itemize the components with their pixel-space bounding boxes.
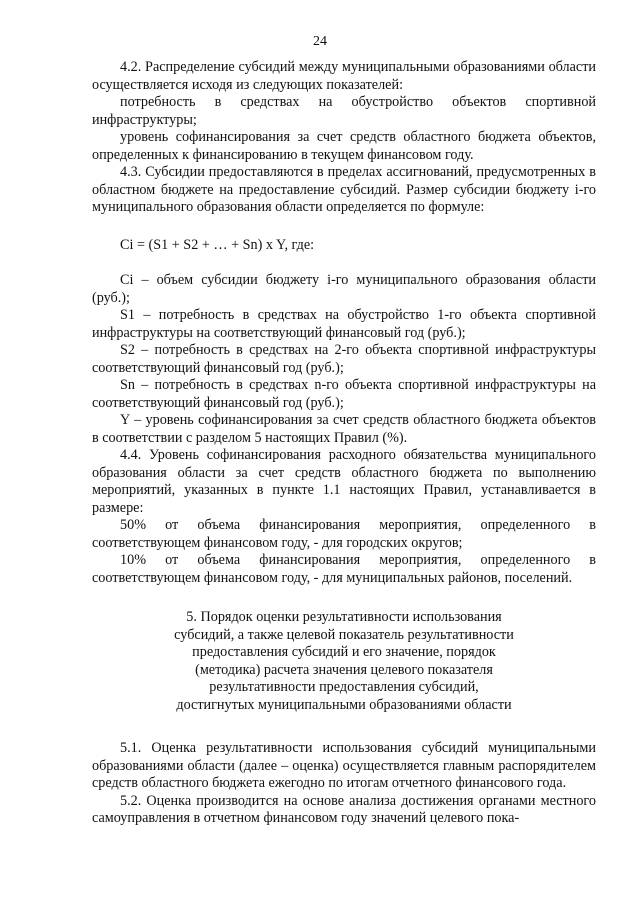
heading-line: результативности предоставления субсидий, <box>209 679 479 695</box>
paragraph-5-2: 5.2. Оценка производится на основе анализа достижения органами местного самоуправления в отчетном финансовом году значений целевого пока- <box>92 792 596 826</box>
section-5-heading <box>92 609 596 714</box>
definition-y: Y – уровень софинансирования за счет средств областного бюджета объектов в соответствии с разделом 5 настоящих Правил (%). <box>92 412 596 446</box>
heading-line: субсидий, а также целевой показатель результативности <box>174 626 514 643</box>
definition-s2: S2 – потребность в средствах на 2-го объекта спортивной инфраструктуры соответствующий финансовый год (руб.); <box>92 342 596 376</box>
paragraph-4-2: 4.2. Распределение субсидий между муниципальными образованиями области осуществляется исходя из следующих показателей: <box>92 59 596 93</box>
subsidy-formula: Ci = (S1 + S2 + … + Sn) x Y, где: <box>120 236 315 253</box>
paragraph-4-4: 4.4. Уровень софинансирования расходного обязательства муниципального образования области за счет средств областного бюджета по выполнению мероприятий, указанных в пункте 1.1 настоящих Правил, устанавливается в размере: <box>92 447 596 516</box>
heading-line: предоставления субсидий и его значение, порядок <box>192 644 496 660</box>
heading-line: 5. Порядок оценки результативности использования <box>186 609 502 625</box>
paragraph-indicator-cofinancing: уровень софинансирования за счет средств областного бюджета объектов, определенных к финансированию в текущем финансовом году. <box>92 129 596 163</box>
definition-ci: Ci – объем субсидии бюджету i-го муниципального образования области (руб.); <box>92 272 596 306</box>
heading-line: достигнутых муниципальными образованиями области <box>176 696 512 713</box>
paragraph-5-1: 5.1. Оценка результативности использования субсидий муниципальными образованиями области (далее – оценка) осуществляется главным распорядителем средств областного бюджета ежегодно по итогам отчетного финансового года. <box>92 740 596 791</box>
document-body <box>92 59 596 828</box>
definition-sn: Sn – потребность в средствах n-го объекта спортивной инфраструктуры на соответствующий финансовый год (руб.); <box>92 377 596 411</box>
rate-municipal-districts: 10% от объема финансирования мероприятия, определенного в соответствующем финансовом году, - для муниципальных районов, поселений. <box>92 552 596 586</box>
paragraph-4-3: 4.3. Субсидии предоставляются в пределах ассигнований, предусмотренных в областном бюджете на предоставление субсидий. Размер субсидии бюджету i-го муниципального образования области определяется по формуле: <box>92 164 596 215</box>
heading-line: (методика) расчета значения целевого показателя <box>195 661 493 678</box>
definition-s1: S1 – потребность в средствах на обустройство 1-го объекта спортивной инфраструктуры на соответствующий финансовый год (руб.); <box>92 307 596 341</box>
paragraph-indicator-need: потребность в средствах на обустройство объектов спортивной инфраструктуры; <box>92 94 596 128</box>
rate-city-districts: 50% от объема финансирования мероприятия, определенного в соответствующем финансовом году, - для городских округов; <box>92 517 596 551</box>
page-number: 24 <box>313 34 327 49</box>
